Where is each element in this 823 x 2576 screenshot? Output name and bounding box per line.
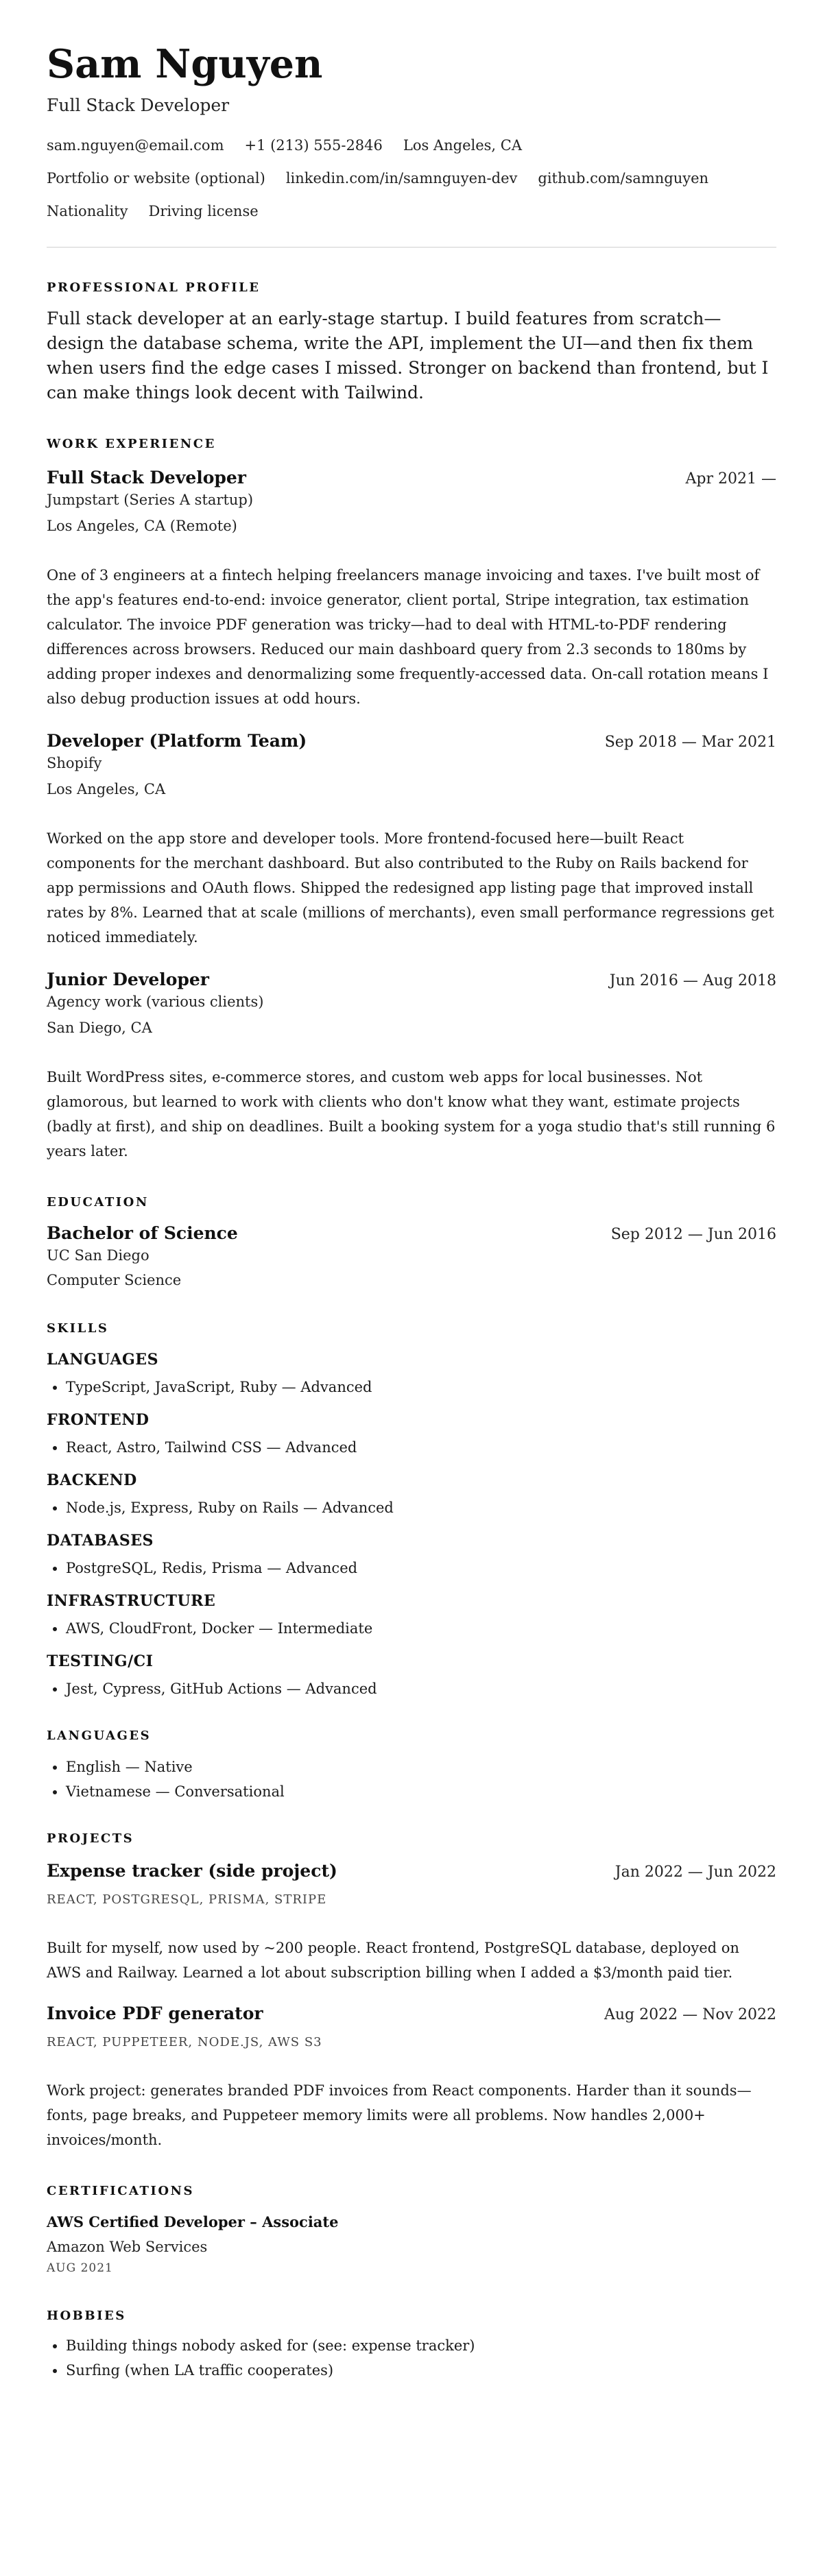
job-description: One of 3 engineers at a fintech helping freelancers manage invoicing and taxes. I've built most of the app's features end-to-end: invoice generator, client portal, Stripe integration, tax estimation calculator. The invoice PDF generation was tricky—had to deal with HTML-to-PDF rendering differences across browsers. Reduced our main dashboard query from 2.3 seconds to 180ms by adding proper indexes and denormalizing some frequently-accessed data. On-call rotation means I also debug production issues at odd hours. — [47, 567, 769, 707]
skill-item: • React, Astro, Tailwind CSS — Advanced — [66, 1435, 776, 1460]
job-company: Shopify — [47, 755, 102, 771]
job-location: San Diego, CA — [47, 1020, 152, 1036]
skill-list — [47, 1375, 776, 1399]
skill-list — [47, 1556, 776, 1580]
language-list — [47, 1755, 776, 1804]
github-link[interactable]: github.com/samnguyen — [538, 170, 709, 186]
job-description: Worked on the app store and developer tools. More frontend-focused here—built React components for the merchant dashboard. But also contributed to the Ruby on Rails backend for app permissions and OAuth flows. Shipped the redesigned app listing page that improved install rates by 8%. Learned that at scale (millions of merchants), even small performance regressions get noticed immediately. — [47, 830, 774, 946]
links-row — [47, 169, 776, 188]
certification-entry — [47, 2213, 776, 2276]
skill-group — [47, 1531, 776, 1580]
contact-location: Los Angeles, CA — [403, 137, 522, 154]
project-entry — [47, 2003, 776, 2152]
resume-header — [47, 41, 776, 221]
job-company: Jumpstart (Series A startup) — [47, 492, 254, 508]
section-title: PROFESSIONAL PROFILE — [47, 280, 261, 295]
projects-section — [47, 1831, 776, 2152]
education-date: Sep 2012 — Jun 2016 — [610, 1226, 776, 1243]
job-date: Sep 2018 — Mar 2021 — [604, 734, 776, 751]
section-title: PROJECTS — [47, 1831, 134, 1846]
language-item: • English — Native — [66, 1755, 776, 1779]
experience-section — [47, 437, 776, 1164]
skills-section — [47, 1321, 776, 1701]
hobbies-section — [47, 2309, 776, 2383]
education-section — [47, 1195, 776, 1290]
skill-list — [47, 1616, 776, 1641]
certification-date: AUG 2021 — [47, 2261, 113, 2275]
contact-email[interactable]: sam.nguyen@email.com — [47, 137, 224, 154]
skill-category: BACKEND — [47, 1471, 137, 1489]
skill-group — [47, 1471, 776, 1520]
project-title: Expense tracker (side project) — [47, 1861, 337, 1881]
skill-category: INFRASTRUCTURE — [47, 1592, 216, 1610]
certification-name: AWS Certified Developer – Associate — [47, 2213, 339, 2230]
experience-entry — [47, 730, 776, 950]
languages-section — [47, 1729, 776, 1804]
section-title: EDUCATION — [47, 1195, 149, 1209]
education-entry — [47, 1223, 776, 1290]
linkedin-link[interactable]: linkedin.com/in/samnguyen-dev — [285, 170, 518, 186]
contact-row — [47, 136, 776, 155]
job-title: Developer (Platform Team) — [47, 731, 307, 751]
hobby-list — [47, 2333, 776, 2383]
website-link[interactable]: Portfolio or website (optional) — [47, 170, 265, 186]
driving-license-field: Driving license — [148, 203, 259, 219]
skill-item: • Node.js, Express, Ruby on Rails — Advanced — [66, 1495, 776, 1520]
skill-group — [47, 1410, 776, 1460]
school: UC San Diego — [47, 1247, 150, 1264]
project-date: Jan 2022 — Jun 2022 — [615, 1864, 776, 1881]
job-title: Full Stack Developer — [47, 468, 246, 487]
profile-summary: Full stack developer at an early-stage startup. I build features from scratch—design the database schema, write the API, implement the UI—and then fix them when users find the edge cases I missed. Stronger on backend than frontend, but I can make things look decent with Tailwind. — [47, 309, 769, 402]
field-of-study: Computer Science — [47, 1272, 182, 1288]
job-title: Junior Developer — [47, 970, 209, 989]
section-title: CERTIFICATIONS — [47, 2184, 194, 2198]
job-location: Los Angeles, CA — [47, 781, 166, 797]
nationality-field: Nationality — [47, 203, 128, 219]
experience-entry — [47, 467, 776, 711]
section-title: LANGUAGES — [47, 1729, 152, 1743]
project-keywords: REACT, POSTGRESQL, PRISMA, STRIPE — [47, 1892, 327, 1907]
section-title: SKILLS — [47, 1321, 109, 1336]
skill-group — [47, 1652, 776, 1701]
candidate-headline: Full Stack Developer — [47, 95, 230, 115]
skill-category: DATABASES — [47, 1532, 154, 1550]
skill-group — [47, 1350, 776, 1399]
experience-entry — [47, 969, 776, 1164]
section-title: HOBBIES — [47, 2309, 126, 2323]
project-title: Invoice PDF generator — [47, 2003, 263, 2023]
skill-category: LANGUAGES — [47, 1351, 158, 1369]
job-date: Jun 2016 — Aug 2018 — [609, 972, 776, 989]
header-divider — [47, 247, 776, 248]
hobby-item: • Building things nobody asked for (see: expense tracker) — [66, 2333, 776, 2358]
project-description: Built for myself, now used by ~200 people. React frontend, PostgreSQL database, deployed on AWS and Railway. Learned a lot about subscription billing when I added a $3/month paid tier. — [47, 1940, 739, 1981]
skill-category: TESTING/CI — [47, 1652, 154, 1670]
certifications-section — [47, 2184, 776, 2276]
project-entry — [47, 1860, 776, 1985]
job-description: Built WordPress sites, e-commerce stores, and custom web apps for local businesses. Not glamorous, but learned to work with clients who don't know what they want, estimate projects (badly at first), and ship on deadlines. Built a booking system for a yoga studio that's still running 6 years later. — [47, 1069, 776, 1159]
section-title: WORK EXPERIENCE — [47, 437, 216, 451]
contact-phone[interactable]: +1 (213) 555-2846 — [244, 137, 383, 154]
skill-list — [47, 1495, 776, 1520]
skill-item: • PostgreSQL, Redis, Prisma — Advanced — [66, 1556, 776, 1580]
skill-group — [47, 1591, 776, 1641]
project-description: Work project: generates branded PDF invoices from React components. Harder than it sounds—fonts, page breaks, and Puppeteer memory limits were all problems. Now handles 2,000+ invoices/month. — [47, 2082, 752, 2148]
hobby-item: • Surfing (when LA traffic cooperates) — [66, 2358, 776, 2383]
job-date: Apr 2021 — — [685, 470, 776, 487]
candidate-name: Sam Nguyen — [47, 41, 323, 87]
skill-list — [47, 1676, 776, 1701]
job-location: Los Angeles, CA (Remote) — [47, 518, 237, 534]
language-item: • Vietnamese — Conversational — [66, 1779, 776, 1804]
personal-details-row — [47, 202, 776, 221]
certification-issuer: Amazon Web Services — [47, 2239, 208, 2255]
skill-item: • TypeScript, JavaScript, Ruby — Advanced — [66, 1375, 776, 1399]
skill-list — [47, 1435, 776, 1460]
project-date: Aug 2022 — Nov 2022 — [604, 2006, 776, 2023]
skill-item: • Jest, Cypress, GitHub Actions — Advanced — [66, 1676, 776, 1701]
profile-section — [47, 280, 776, 405]
skill-item: • AWS, CloudFront, Docker — Intermediate — [66, 1616, 776, 1641]
skill-category: FRONTEND — [47, 1411, 150, 1429]
degree: Bachelor of Science — [47, 1223, 238, 1243]
project-keywords: REACT, PUPPETEER, NODE.JS, AWS S3 — [47, 2035, 322, 2049]
job-company: Agency work (various clients) — [47, 994, 264, 1010]
